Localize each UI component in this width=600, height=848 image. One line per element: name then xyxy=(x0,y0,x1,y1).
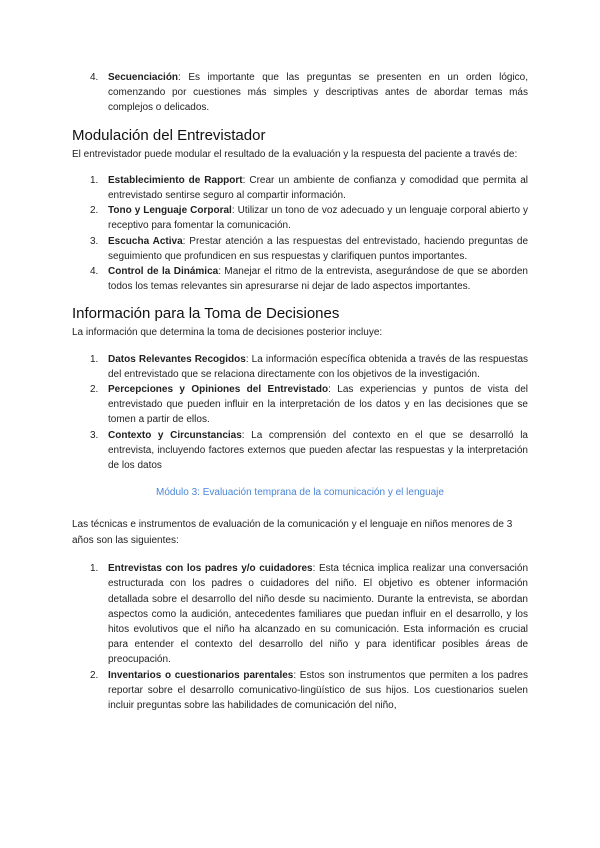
module-title: Módulo 3: Evaluación temprana de la comunicación y el lenguaje xyxy=(156,487,444,499)
list-text: : Es importante que las preguntas se presenten en un orden lógico, comenzando por cuestiones más simples y descriptivas antes de abordar temas más complejos o delicados. xyxy=(108,72,528,114)
list-term: Escucha Activa xyxy=(108,235,183,247)
list-text: : Estos son instrumentos que permiten a los padres reportar sobre el desarrollo comunicativo-lingüístico de sus hijos. Los cuestionarios suelen incluir preguntas sobre las habilidades de comunicación del niño, xyxy=(108,669,528,712)
list-item xyxy=(72,561,528,667)
list-number: 2. xyxy=(90,384,99,396)
list-term: Inventarios o cuestionarios parentales xyxy=(108,669,294,681)
list-number: 3. xyxy=(90,429,99,441)
list-text: : La información específica obtenida a través de las respuestas del entrevistado que se relaciona directamente con los objetivos de la investigación. xyxy=(108,353,529,380)
module-list xyxy=(72,561,528,713)
list-item xyxy=(72,264,528,294)
list-term: Entrevistas con los padres y/o cuidadores xyxy=(108,563,313,575)
list-item xyxy=(72,668,528,714)
list-term: Percepciones y Opiniones del Entrevistado xyxy=(108,384,329,396)
decisiones-list xyxy=(72,352,528,474)
list-item xyxy=(72,382,528,428)
list-term: Establecimiento de Rapport xyxy=(108,174,243,186)
list-term: Secuenciación xyxy=(108,72,179,83)
continued-list xyxy=(72,70,528,116)
list-number: 2. xyxy=(90,205,99,217)
list-number: 3. xyxy=(90,235,99,247)
list-item xyxy=(72,173,528,203)
list-text: : Esta técnica implica realizar una conversación estructurada con los padres o cuidadores del niño. El objetivo es obtener información detallada sobre el desarrollo del niño desde su nacimiento. Durante la entrevista, se abordan aspectos como la audición, antecedentes familiares que puedan influir en el desarrollo, y los hitos evolutivos que el niño ha alcanzado en su comunicación. Esta información es crucial para entender el contexto del desarrollo del niño y para identificar posibles áreas de preocupación. xyxy=(108,563,529,666)
list-term: Control de la Dinámica xyxy=(108,266,219,278)
list-text: : Crear un ambiente de confianza y comodidad que permita al entrevistado sentirse seguro al compartir información. xyxy=(108,174,528,202)
list-number: 4. xyxy=(90,72,99,83)
modulacion-list xyxy=(72,173,528,295)
list-number: 1. xyxy=(90,174,99,186)
list-item xyxy=(72,352,528,382)
list-text: : Utilizar un tono de voz adecuado y un lenguaje corporal abierto y receptivo para fomentar la comunicación. xyxy=(108,205,529,232)
list-item xyxy=(72,428,528,474)
list-term: Tono y Lenguaje Corporal xyxy=(108,205,232,217)
list-text: : Las experiencias y puntos de vista del entrevistado que pueden influir en la interpretación de los datos y en las decisiones que se tomen a partir de ellos. xyxy=(108,384,529,426)
list-number: 4. xyxy=(90,266,99,278)
list-item xyxy=(72,203,528,233)
list-term: Contexto y Circunstancias xyxy=(108,429,242,441)
section-heading-decisiones: Información para la Toma de Decisiones xyxy=(72,305,340,323)
list-item xyxy=(72,70,528,116)
list-term: Datos Relevantes Recogidos xyxy=(108,353,246,365)
list-text: : Prestar atención a las respuestas del entrevistado, haciendo preguntas de seguimiento que profundicen en sus respuestas y clarifiquen puntos importantes. xyxy=(108,235,529,262)
list-item xyxy=(72,234,528,264)
list-number: 1. xyxy=(90,353,99,365)
list-text: : Manejar el ritmo de la entrevista, asegurándose de que se aborden todos los temas relevantes sin apresurarse ni dejar de lado aspectos importantes. xyxy=(108,266,528,293)
section-intro: La información que determina la toma de decisiones posterior incluye: xyxy=(72,327,383,339)
list-number: 2. xyxy=(90,669,99,681)
section-heading-modulacion: Modulación del Entrevistador xyxy=(72,126,266,144)
list-number: 1. xyxy=(90,563,99,575)
module-intro: Las técnicas e instrumentos de evaluación de la comunicación y el lenguaje en niños menores de 3 años son las siguientes: xyxy=(72,519,513,547)
section-intro: El entrevistador puede modular el resultado de la evaluación y la respuesta del paciente a través de: xyxy=(72,148,518,160)
list-text: : La comprensión del contexto en el que se desarrolló la entrevista, incluyendo factores externos que pueden afectar las respuestas y la interpretación de los datos xyxy=(108,429,528,472)
